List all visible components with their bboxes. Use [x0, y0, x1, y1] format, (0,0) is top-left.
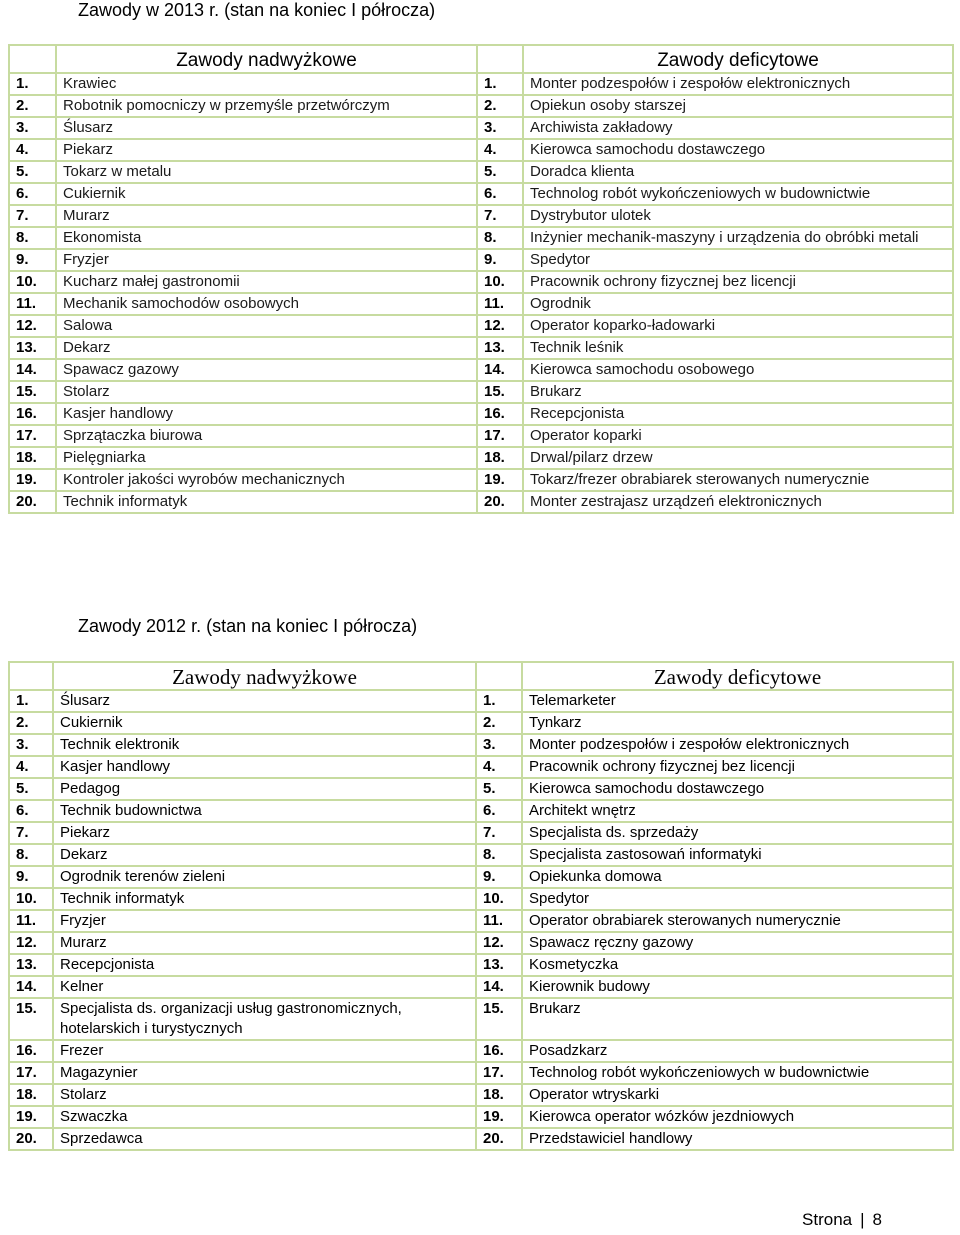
surplus-occupation: Technik elektronik — [53, 734, 476, 756]
table-row — [9, 359, 953, 381]
row-number: 18. — [477, 447, 523, 469]
row-number: 16. — [9, 403, 56, 425]
surplus-occupation: Kontroler jakości wyrobów mechanicznych — [56, 469, 477, 491]
table-row — [9, 403, 953, 425]
surplus-occupation: Fryzjer — [53, 910, 476, 932]
row-number: 14. — [9, 976, 53, 998]
row-number: 14. — [476, 976, 522, 998]
row-number: 12. — [9, 315, 56, 337]
row-number: 1. — [9, 73, 56, 95]
header-surplus: Zawody nadwyżkowe — [56, 45, 477, 73]
table-row — [9, 491, 953, 513]
table-row — [9, 866, 953, 888]
deficit-occupation: Kierowca samochodu dostawczego — [522, 778, 953, 800]
section-2012-title: Zawody 2012 r. (stan na koniec I półrocza) — [78, 616, 418, 636]
table-row — [9, 690, 953, 712]
table-row — [9, 293, 953, 315]
row-number: 1. — [477, 73, 523, 95]
row-number: 6. — [9, 800, 53, 822]
row-number: 12. — [476, 932, 522, 954]
row-number: 18. — [476, 1084, 522, 1106]
row-number: 15. — [9, 381, 56, 403]
surplus-occupation: Kasjer handlowy — [53, 756, 476, 778]
surplus-occupation: Specjalista ds. organizacji usług gastronomicznych, hotelarskich i turystycznych — [53, 998, 476, 1040]
surplus-occupation: Cukiernik — [56, 183, 477, 205]
footer-label: Strona — [802, 1210, 853, 1229]
row-number: 5. — [477, 161, 523, 183]
row-number: 5. — [9, 161, 56, 183]
row-number: 13. — [9, 954, 53, 976]
row-number: 19. — [9, 1106, 53, 1128]
row-number: 13. — [476, 954, 522, 976]
deficit-occupation: Kierowca samochodu osobowego — [523, 359, 953, 381]
table-row — [9, 1106, 953, 1128]
deficit-occupation: Drwal/pilarz drzew — [523, 447, 953, 469]
row-number: 4. — [9, 139, 56, 161]
surplus-occupation: Stolarz — [53, 1084, 476, 1106]
table-row — [9, 95, 953, 117]
surplus-occupation: Salowa — [56, 315, 477, 337]
table-row — [9, 888, 953, 910]
row-number: 11. — [9, 293, 56, 315]
row-number: 11. — [9, 910, 53, 932]
table-row — [9, 73, 953, 95]
deficit-occupation: Opiekunka domowa — [522, 866, 953, 888]
row-number: 8. — [476, 844, 522, 866]
table-row — [9, 1040, 953, 1062]
table-row — [9, 1084, 953, 1106]
row-number: 8. — [9, 844, 53, 866]
table-row — [9, 271, 953, 293]
surplus-occupation: Murarz — [56, 205, 477, 227]
deficit-occupation: Brukarz — [523, 381, 953, 403]
row-number: 10. — [9, 888, 53, 910]
row-number: 19. — [477, 469, 523, 491]
table-row — [9, 425, 953, 447]
row-number: 9. — [9, 866, 53, 888]
row-number: 3. — [477, 117, 523, 139]
row-number: 5. — [9, 778, 53, 800]
header-deficit: Zawody deficytowe — [523, 45, 953, 73]
header-num-cell — [9, 662, 53, 690]
table-row — [9, 844, 953, 866]
header-surplus: Zawody nadwyżkowe — [53, 662, 476, 690]
deficit-occupation: Tokarz/frezer obrabiarek sterowanych numerycznie — [523, 469, 953, 491]
row-number: 5. — [476, 778, 522, 800]
row-number: 17. — [477, 425, 523, 447]
footer-separator: | — [860, 1210, 865, 1229]
table-row — [9, 249, 953, 271]
row-number: 17. — [9, 1062, 53, 1084]
deficit-occupation: Opiekun osoby starszej — [523, 95, 953, 117]
section-2013-title: Zawody w 2013 r. (stan na koniec I półrocza) — [78, 0, 436, 20]
deficit-occupation: Inżynier mechanik-maszyny i urządzenia do obróbki metali — [523, 227, 953, 249]
row-number: 16. — [476, 1040, 522, 1062]
surplus-occupation: Robotnik pomocniczy w przemyśle przetwórczym — [56, 95, 477, 117]
deficit-occupation: Pracownik ochrony fizycznej bez licencji — [522, 756, 953, 778]
row-number: 14. — [477, 359, 523, 381]
row-number: 20. — [477, 491, 523, 513]
surplus-occupation: Sprzątaczka biurowa — [56, 425, 477, 447]
deficit-occupation: Kierownik budowy — [522, 976, 953, 998]
table-row — [9, 469, 953, 491]
row-number: 3. — [9, 734, 53, 756]
row-number: 3. — [476, 734, 522, 756]
deficit-occupation: Ogrodnik — [523, 293, 953, 315]
row-number: 15. — [477, 381, 523, 403]
deficit-occupation: Spedytor — [523, 249, 953, 271]
surplus-occupation: Szwaczka — [53, 1106, 476, 1128]
row-number: 1. — [476, 690, 522, 712]
deficit-occupation: Brukarz — [522, 998, 953, 1040]
table-row — [9, 910, 953, 932]
row-number: 20. — [9, 491, 56, 513]
table-row — [9, 381, 953, 403]
row-number: 18. — [9, 447, 56, 469]
surplus-occupation: Stolarz — [56, 381, 477, 403]
row-number: 2. — [9, 95, 56, 117]
row-number: 15. — [476, 998, 522, 1040]
row-number: 20. — [476, 1128, 522, 1150]
table-row — [9, 1128, 953, 1150]
surplus-occupation: Spawacz gazowy — [56, 359, 477, 381]
surplus-occupation: Recepcjonista — [53, 954, 476, 976]
row-number: 19. — [476, 1106, 522, 1128]
deficit-occupation: Telemarketer — [522, 690, 953, 712]
deficit-occupation: Operator koparki — [523, 425, 953, 447]
row-number: 10. — [477, 271, 523, 293]
row-number: 1. — [9, 690, 53, 712]
surplus-occupation: Dekarz — [56, 337, 477, 359]
row-number: 2. — [476, 712, 522, 734]
deficit-occupation: Technolog robót wykończeniowych w budownictwie — [523, 183, 953, 205]
table-2013-body — [9, 45, 953, 513]
surplus-occupation: Frezer — [53, 1040, 476, 1062]
surplus-occupation: Ekonomista — [56, 227, 477, 249]
surplus-occupation: Tokarz w metalu — [56, 161, 477, 183]
row-number: 9. — [477, 249, 523, 271]
row-number: 2. — [9, 712, 53, 734]
table-row — [9, 183, 953, 205]
surplus-occupation: Magazynier — [53, 1062, 476, 1084]
surplus-occupation: Mechanik samochodów osobowych — [56, 293, 477, 315]
surplus-occupation: Dekarz — [53, 844, 476, 866]
row-number: 6. — [476, 800, 522, 822]
table-row — [9, 117, 953, 139]
table-row — [9, 1062, 953, 1084]
row-number: 11. — [476, 910, 522, 932]
row-number: 7. — [9, 822, 53, 844]
table-row — [9, 734, 953, 756]
row-number: 17. — [9, 425, 56, 447]
row-number: 2. — [477, 95, 523, 117]
row-number: 4. — [9, 756, 53, 778]
deficit-occupation: Dystrybutor ulotek — [523, 205, 953, 227]
deficit-occupation: Spedytor — [522, 888, 953, 910]
table-row — [9, 227, 953, 249]
table-row — [9, 315, 953, 337]
deficit-occupation: Operator wtryskarki — [522, 1084, 953, 1106]
row-number: 7. — [9, 205, 56, 227]
surplus-occupation: Kucharz małej gastronomii — [56, 271, 477, 293]
deficit-occupation: Doradca klienta — [523, 161, 953, 183]
row-number: 7. — [476, 822, 522, 844]
deficit-occupation: Monter zestrajasz urządzeń elektronicznych — [523, 491, 953, 513]
surplus-occupation: Technik informatyk — [56, 491, 477, 513]
table-row — [9, 139, 953, 161]
deficit-occupation: Operator obrabiarek sterowanych numerycznie — [522, 910, 953, 932]
row-number: 18. — [9, 1084, 53, 1106]
surplus-occupation: Fryzjer — [56, 249, 477, 271]
surplus-occupation: Krawiec — [56, 73, 477, 95]
row-number: 9. — [9, 249, 56, 271]
header-num-cell — [476, 662, 522, 690]
header-num-cell — [9, 45, 56, 73]
row-number: 7. — [477, 205, 523, 227]
table-row — [9, 954, 953, 976]
table-header-row — [9, 662, 953, 690]
deficit-occupation: Kierowca operator wózków jezdniowych — [522, 1106, 953, 1128]
table-row — [9, 337, 953, 359]
row-number: 10. — [476, 888, 522, 910]
header-num-cell — [477, 45, 523, 73]
row-number: 16. — [477, 403, 523, 425]
table-row — [9, 712, 953, 734]
deficit-occupation: Pracownik ochrony fizycznej bez licencji — [523, 271, 953, 293]
deficit-occupation: Przedstawiciel handlowy — [522, 1128, 953, 1150]
table-row — [9, 756, 953, 778]
row-number: 20. — [9, 1128, 53, 1150]
table-2012-body — [9, 662, 953, 1150]
row-number: 10. — [9, 271, 56, 293]
surplus-occupation: Ogrodnik terenów zieleni — [53, 866, 476, 888]
surplus-occupation: Piekarz — [56, 139, 477, 161]
table-2013 — [8, 44, 954, 514]
surplus-occupation: Pedagog — [53, 778, 476, 800]
table-row — [9, 822, 953, 844]
row-number: 6. — [477, 183, 523, 205]
table-row — [9, 800, 953, 822]
deficit-occupation: Monter podzespołów i zespołów elektronicznych — [522, 734, 953, 756]
deficit-occupation: Kierowca samochodu dostawczego — [523, 139, 953, 161]
deficit-occupation: Tynkarz — [522, 712, 953, 734]
deficit-occupation: Monter podzespołów i zespołów elektronicznych — [523, 73, 953, 95]
table-header-row — [9, 45, 953, 73]
header-deficit: Zawody deficytowe — [522, 662, 953, 690]
surplus-occupation: Pielęgniarka — [56, 447, 477, 469]
row-number: 17. — [476, 1062, 522, 1084]
page-footer — [802, 1210, 882, 1230]
row-number: 9. — [476, 866, 522, 888]
row-number: 11. — [477, 293, 523, 315]
surplus-occupation: Kelner — [53, 976, 476, 998]
deficit-occupation: Technik leśnik — [523, 337, 953, 359]
table-2012 — [8, 661, 954, 1151]
table-row — [9, 976, 953, 998]
row-number: 4. — [477, 139, 523, 161]
surplus-occupation: Ślusarz — [53, 690, 476, 712]
deficit-occupation: Specjalista zastosowań informatyki — [522, 844, 953, 866]
surplus-occupation: Kasjer handlowy — [56, 403, 477, 425]
surplus-occupation: Sprzedawca — [53, 1128, 476, 1150]
deficit-occupation: Specjalista ds. sprzedaży — [522, 822, 953, 844]
table-row — [9, 932, 953, 954]
row-number: 4. — [476, 756, 522, 778]
row-number: 13. — [477, 337, 523, 359]
row-number: 16. — [9, 1040, 53, 1062]
surplus-occupation: Murarz — [53, 932, 476, 954]
row-number: 12. — [477, 315, 523, 337]
row-number: 6. — [9, 183, 56, 205]
deficit-occupation: Archiwista zakładowy — [523, 117, 953, 139]
row-number: 15. — [9, 998, 53, 1040]
row-number: 12. — [9, 932, 53, 954]
surplus-occupation: Technik informatyk — [53, 888, 476, 910]
deficit-occupation: Spawacz ręczny gazowy — [522, 932, 953, 954]
row-number: 13. — [9, 337, 56, 359]
row-number: 8. — [9, 227, 56, 249]
deficit-occupation: Architekt wnętrz — [522, 800, 953, 822]
deficit-occupation: Operator koparko-ładowarki — [523, 315, 953, 337]
page-number: 8 — [872, 1210, 882, 1229]
row-number: 3. — [9, 117, 56, 139]
surplus-occupation: Cukiernik — [53, 712, 476, 734]
deficit-occupation: Posadzkarz — [522, 1040, 953, 1062]
deficit-occupation: Technolog robót wykończeniowych w budownictwie — [522, 1062, 953, 1084]
row-number: 19. — [9, 469, 56, 491]
deficit-occupation: Kosmetyczka — [522, 954, 953, 976]
table-row — [9, 161, 953, 183]
surplus-occupation: Ślusarz — [56, 117, 477, 139]
table-row — [9, 778, 953, 800]
deficit-occupation: Recepcjonista — [523, 403, 953, 425]
surplus-occupation: Piekarz — [53, 822, 476, 844]
table-row — [9, 205, 953, 227]
row-number: 8. — [477, 227, 523, 249]
surplus-occupation: Technik budownictwa — [53, 800, 476, 822]
table-row — [9, 998, 953, 1040]
table-row — [9, 447, 953, 469]
row-number: 14. — [9, 359, 56, 381]
